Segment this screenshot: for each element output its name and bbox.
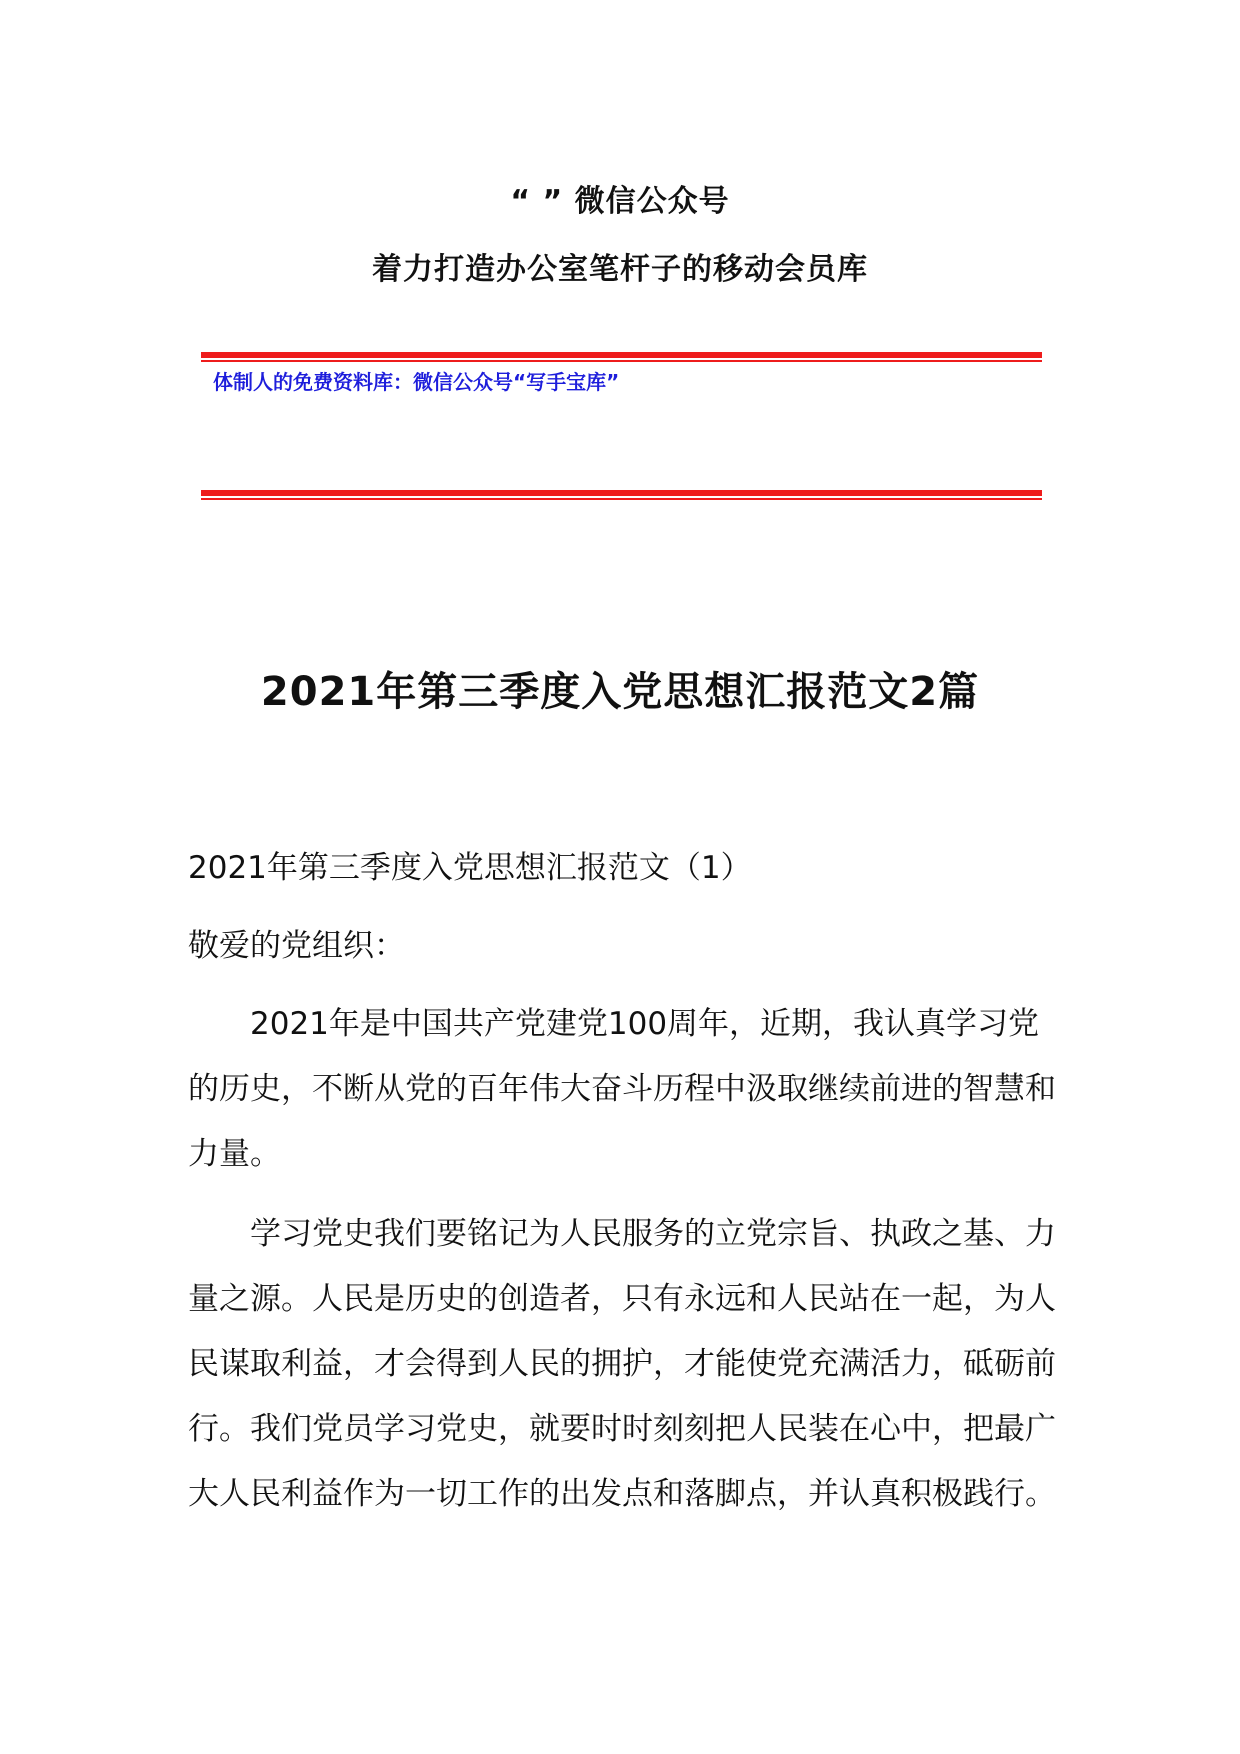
paragraph-2 [188, 1202, 1068, 1527]
document-title: 2021年第三季度入党思想汇报范文2篇 [260, 669, 980, 715]
banner-text: 体制人的免费资料库：微信公众号“写手宝库” [213, 370, 620, 394]
document-subtitle: 2021年第三季度入党思想汇报范文（1） [188, 850, 752, 886]
paragraph-1 [188, 992, 1068, 1187]
paragraph-text: 2021年是中国共产党建党100周年，近期，我认真学习党的历史，不断从党的百年伟大奋斗历程中汲取继续前进的智慧和力量。 [188, 1006, 1056, 1172]
bottom-divider [201, 490, 1042, 500]
top-divider [201, 352, 1042, 362]
header-title: “ ” 微信公众号 [510, 184, 730, 219]
salutation: 敬爱的党组织： [188, 928, 405, 964]
header-slogan: 着力打造办公室笔杆子的移动会员库 [372, 252, 868, 287]
paragraph-text: 学习党史我们要铭记为人民服务的立党宗旨、执政之基、力量之源。人民是历史的创造者，只有永远和人民站在一起，为人民谋取利益，才会得到人民的拥护，才能使党充满活力，砥砺前行。我们党员学习党史，就要时时刻刻把人民装在心中，把最广大人民利益作为一切工作的出发点和落脚点，并认真积极践行。 [188, 1216, 1056, 1512]
